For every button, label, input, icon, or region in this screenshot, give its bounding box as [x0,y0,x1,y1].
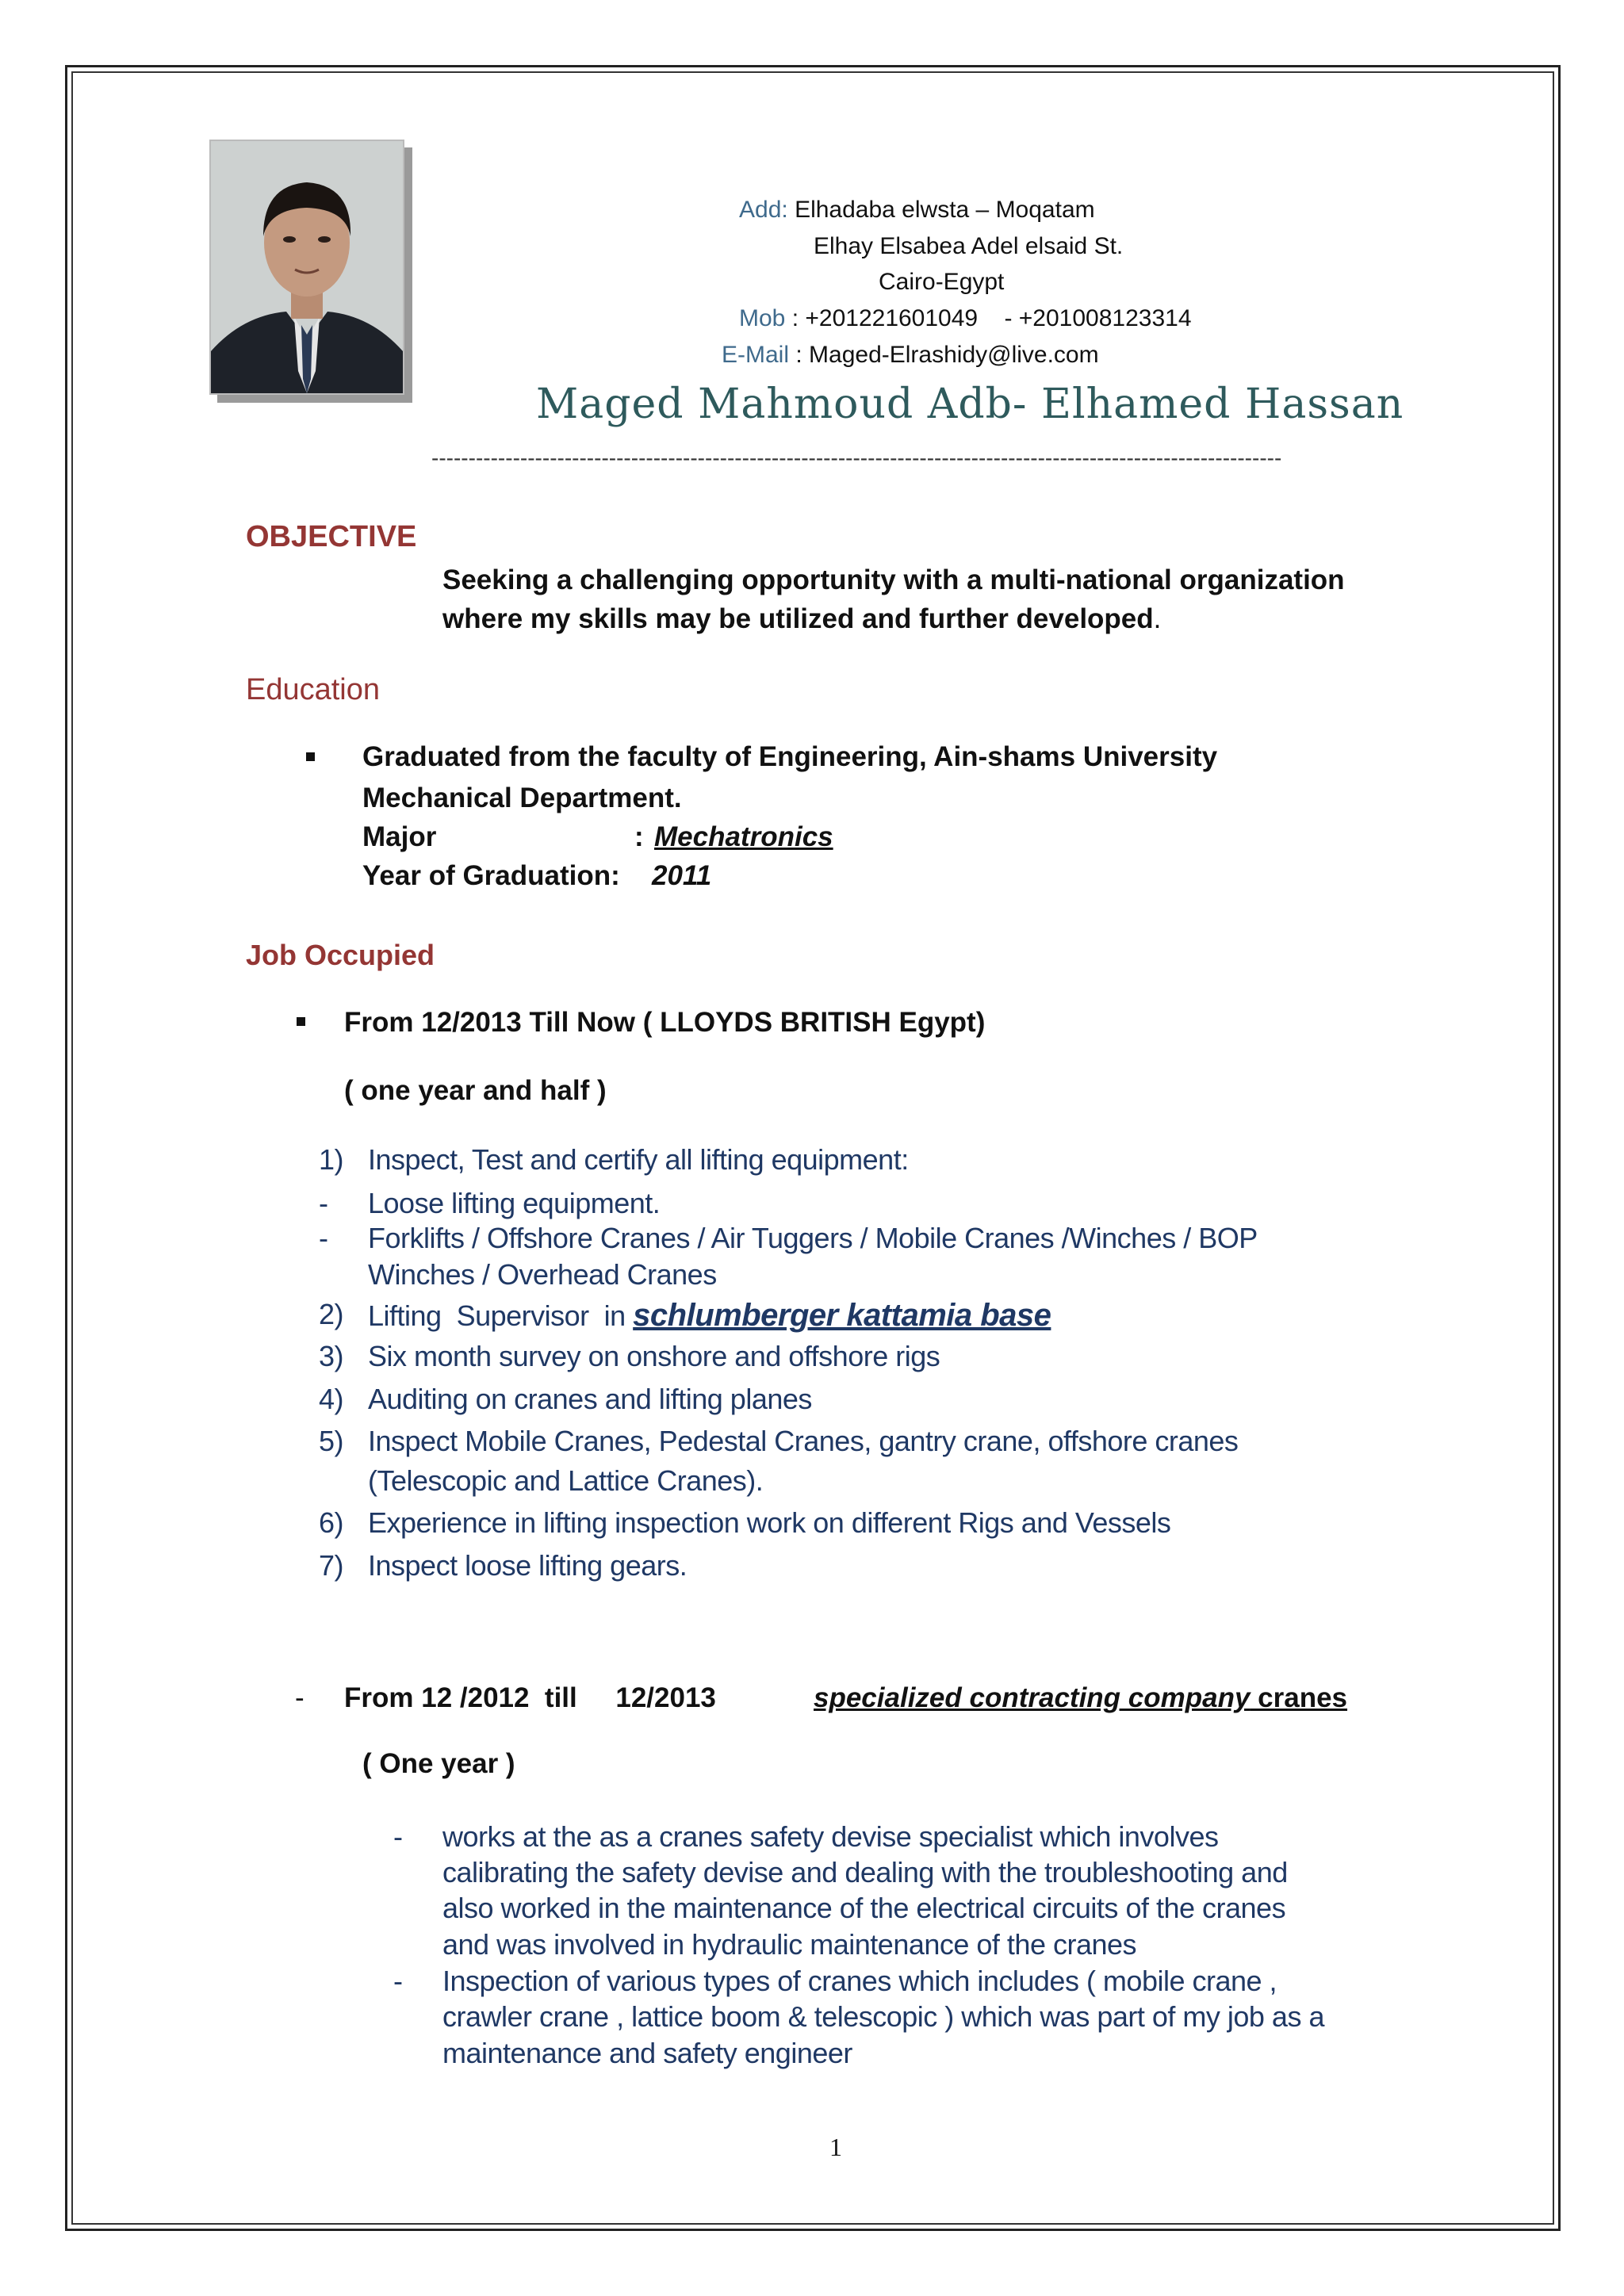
job1-bullet [297,1017,305,1026]
objective-line-1: Seeking a challenging opportunity with a multi-national organization [442,564,1345,595]
job-heading: Job Occupied [246,939,435,971]
job2-item-1-line-2: calibrating the safety devise and dealing with the troubleshooting and [442,1856,1288,1888]
job2-company-suffix: cranes [1250,1682,1348,1713]
job1-item-7: Inspect Mobile Cranes, Pedestal Cranes, gantry crane, offshore cranes [368,1425,1239,1457]
job1-item-2-dash: - [319,1187,328,1219]
objective-line-2-text: where my skills may be utilized and further developed [442,603,1154,634]
job2-item-2-line-3: maintenance and safety engineer [442,2037,852,2069]
profile-photo [209,140,404,395]
job2-item-2-line-2: crawler crane , lattice boom & telescopic ) which was part of my job as a [442,2000,1324,2033]
major-separator: : [634,821,644,852]
job1-item-1-number: 1) [319,1143,344,1176]
graduation-year-value: 2011 [652,860,712,891]
graduation-year-label: Year of Graduation: [362,860,620,891]
job2-title: From 12 /2012 till 12/2013 [344,1682,716,1713]
mobile-label: Mob [739,305,786,331]
job2-item-1-line-4: and was involved in hydraulic maintenance of the cranes [442,1928,1137,1961]
email-label: E-Mail [722,342,790,368]
job2-company [814,1682,1347,1714]
major-value: Mechatronics [654,821,833,852]
job1-item-3: Forklifts / Offshore Cranes / Air Tuggers / Mobile Cranes /Winches / BOP [368,1222,1258,1254]
job1-item-1: Inspect, Test and certify all lifting equipment: [368,1143,909,1176]
job1-item-5-number: 3) [319,1340,344,1372]
mobile-line [739,305,1192,332]
address-label: Add: [739,197,788,223]
job1-item-4-text: Lifting Supervisor in [368,1299,634,1332]
page-number: 1 [829,2133,842,2161]
job2-item-2-dash: - [393,1965,403,1997]
objective-heading: OBJECTIVE [246,520,417,553]
job2-item-1-line-1: works at the as a cranes safety devise specialist which involves [442,1820,1219,1853]
job1-item-7-number: 5) [319,1425,344,1457]
job2-item-1-dash: - [393,1820,403,1853]
applicant-name: Maged Mahmoud Adb- Elhamed Hassan [536,381,1404,428]
job2-duration: ( One year ) [362,1748,515,1779]
job1-item-6-number: 4) [319,1383,344,1415]
job2-item-2-line-1: Inspection of various types of cranes which includes ( mobile crane , [442,1965,1277,1997]
job2-item-1-line-3: also worked in the maintenance of the electrical circuits of the cranes [442,1892,1286,1924]
education-bullet [306,752,315,761]
job2-dash: - [295,1682,304,1713]
address-value: Elhadaba elwsta – Moqatam [795,197,1095,223]
job1-item-3-cont: Winches / Overhead Cranes [368,1258,717,1291]
job1-item-5: Six month survey on onshore and offshore rigs [368,1340,940,1372]
job1-item-4-number: 2) [319,1298,344,1330]
job1-item-3-dash: - [319,1222,328,1254]
job1-title: From 12/2013 Till Now ( LLOYDS BRITISH Egypt) [344,1007,986,1038]
address-line-1 [739,197,1095,224]
mobile-value: : +201221601049 - +201008123314 [791,305,1192,331]
email-line [722,342,1099,369]
job1-duration: ( one year and half ) [344,1075,607,1106]
education-line-2: Mechanical Department. [362,783,682,813]
education-line-1: Graduated from the faculty of Engineering, Ain-shams University [362,741,1218,772]
job1-item-8-number: 6) [319,1506,344,1539]
job1-item-4 [368,1298,1051,1334]
separator-line: ------------------------------------------------------------------------------------------------------------------- [431,446,1282,470]
job1-item-7-cont: (Telescopic and Lattice Cranes). [368,1464,764,1497]
address-line-3: Cairo-Egypt [879,269,1005,295]
job1-item-6: Auditing on cranes and lifting planes [368,1383,812,1415]
job1-item-2: Loose lifting equipment. [368,1187,661,1219]
schlumberger-link: schlumberger kattamia base [633,1298,1051,1333]
objective-line-2-period: . [1153,603,1162,634]
job2-company-name: specialized contracting company [814,1682,1251,1713]
job1-item-8: Experience in lifting inspection work on different Rigs and Vessels [368,1506,1171,1539]
major-label: Major [362,821,437,852]
email-value: : Maged-Elrashidy@live.com [795,342,1099,368]
job1-item-9: Inspect loose lifting gears. [368,1549,688,1582]
education-heading: Education [246,673,381,706]
objective-line-2 [442,603,1161,635]
job1-item-9-number: 7) [319,1549,344,1582]
address-line-2: Elhay Elsabea Adel elsaid St. [814,233,1124,259]
